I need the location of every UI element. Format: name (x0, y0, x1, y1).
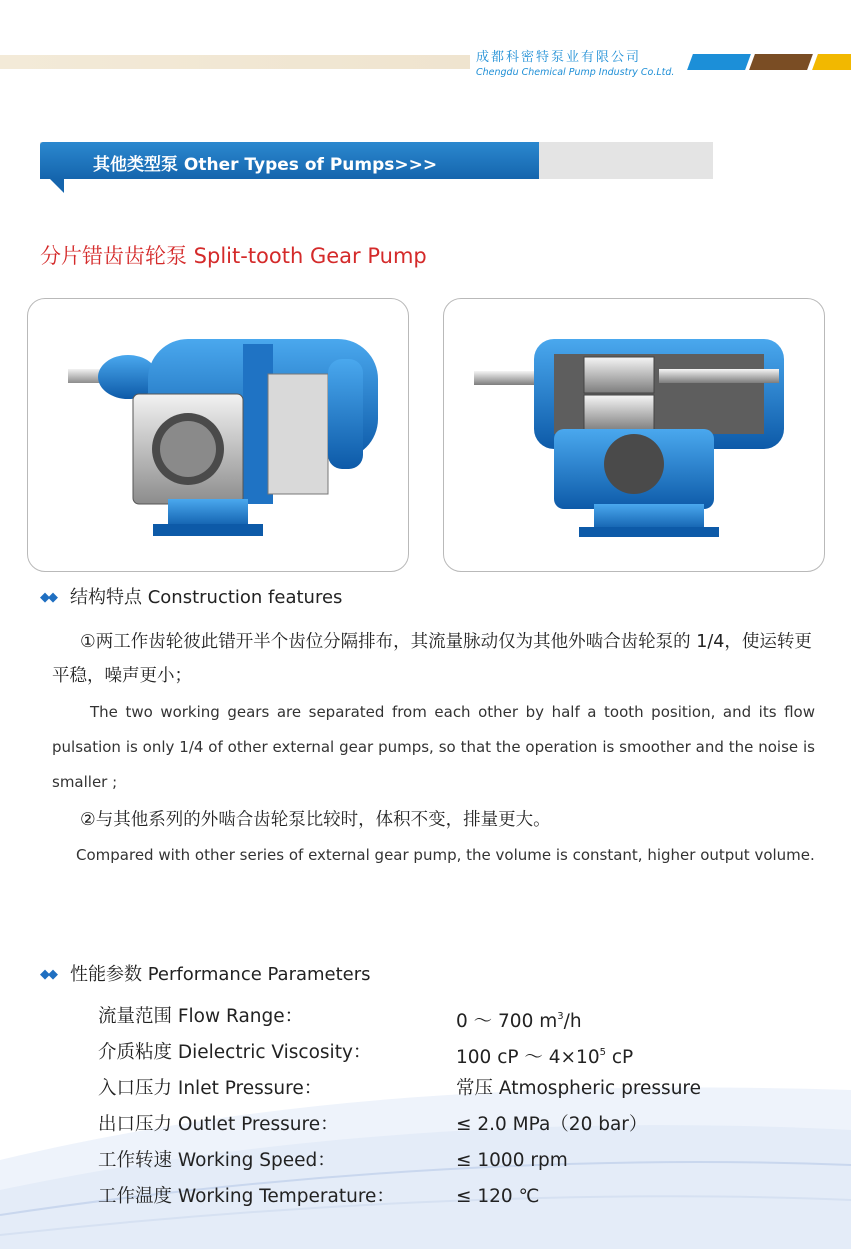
feature-1-cn: ①两工作齿轮彼此错开半个齿位分隔排布，其流量脉动仅为其他外啮合齿轮泵的 1/4，使运转更平稳，噪声更小； (52, 632, 812, 686)
company-name-en: Chengdu Chemical Pump Industry Co.Ltd. (476, 67, 675, 78)
param-value: 100 cP ～ $4\times 10^5$ cP (456, 1047, 634, 1068)
diamond-bullet-icon: ◆◆ (40, 590, 56, 605)
company-logo (476, 46, 686, 78)
param-row (98, 1107, 798, 1143)
pump-cutaway-image (443, 298, 825, 572)
param-value: 常压 Atmospheric pressure (456, 1078, 701, 1099)
performance-heading (40, 960, 371, 986)
param-label: 出口压力 Outlet Pressure： (98, 1114, 339, 1135)
company-name-cn: 成都科密特泵业有限公司 (476, 50, 642, 65)
param-label: 工作转速 Working Speed： (98, 1150, 336, 1171)
performance-heading-text: 性能参数 Performance Parameters (70, 964, 371, 985)
section-banner-tail (50, 179, 64, 193)
param-row (98, 1143, 798, 1179)
feature-2-cn: ②与其他系列的外啮合齿轮泵比较时，体积不变，排量更大。 (80, 810, 551, 830)
construction-heading (40, 583, 342, 609)
param-label: 介质粘度 Dielectric Viscosity： (98, 1042, 372, 1063)
header-band (0, 55, 470, 69)
param-label: 工作温度 Working Temperature： (98, 1186, 395, 1207)
param-label: 入口压力 Inlet Pressure： (98, 1078, 323, 1099)
blue-stripe (687, 54, 751, 70)
brown-stripe (749, 54, 813, 70)
pump-exterior-image (27, 298, 409, 572)
param-row (98, 999, 798, 1035)
param-row (98, 1179, 798, 1215)
param-row (98, 1035, 798, 1071)
param-value: 0 ～ 700 $m^3/h$ (456, 1011, 582, 1032)
section-title: 其他类型泵 Other Types of Pumps>>> (93, 155, 438, 175)
param-label: 流量范围 Flow Range： (98, 1006, 304, 1027)
feature-2-en: Compared with other series of external gear pump, the volume is constant, higher output volume. (76, 846, 815, 864)
parameters-table (98, 999, 798, 1215)
yellow-stripe (812, 54, 851, 70)
param-row (98, 1071, 798, 1107)
param-value: ≤ 120 ℃ (456, 1186, 540, 1207)
product-title: 分片错齿齿轮泵 Split-tooth Gear Pump (40, 244, 427, 268)
param-value: ≤ 2.0 MPa（20 bar） (456, 1114, 648, 1135)
param-value: ≤ 1000 rpm (456, 1150, 568, 1171)
construction-heading-text: 结构特点 Construction features (70, 587, 343, 608)
diamond-bullet-icon: ◆◆ (40, 967, 56, 982)
feature-1-en: The two working gears are separated from each other by half a tooth position, and its flow pulsation is only 1/4 of other external gear pumps, so that the operation is smoother and the noise is smaller ; (52, 703, 815, 791)
